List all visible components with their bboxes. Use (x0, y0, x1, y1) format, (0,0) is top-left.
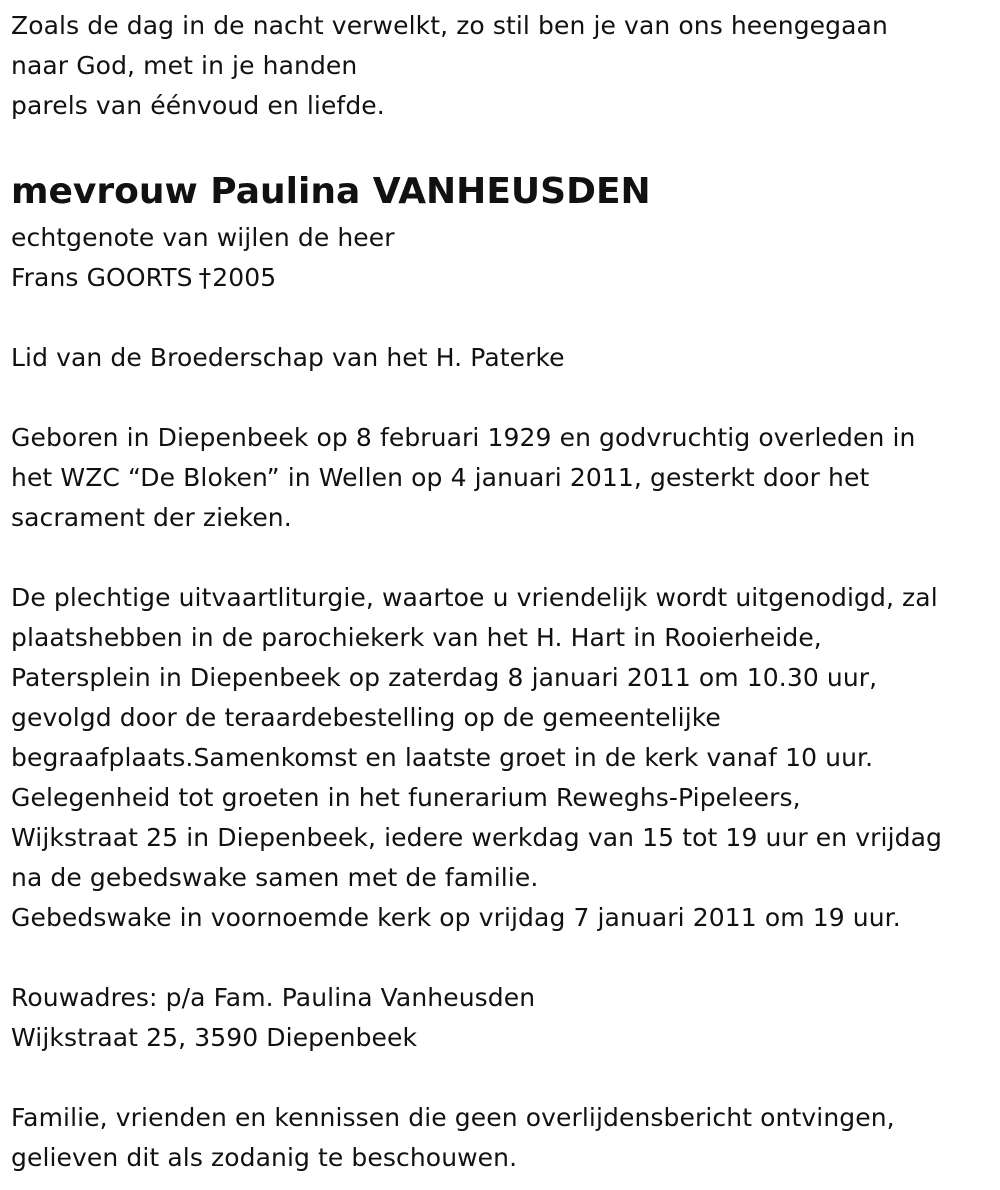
paragraph-line: sacrament der zieken. (11, 503, 292, 532)
paragraph-line: Familie, vrienden en kennissen die geen overlijdensbericht ontvingen, (11, 1103, 895, 1132)
paragraph-line: plaatshebben in de parochiekerk van het H. Hart in Rooierheide, (11, 623, 822, 652)
funeral-paragraph (11, 578, 996, 938)
spacer (11, 938, 996, 978)
poem-line: Zoals de dag in de nacht verwelkt, zo stil ben je van ons heengegaan (11, 11, 888, 40)
address-line: Rouwadres: p/a Fam. Paulina Vanheusden (11, 983, 536, 1012)
birth-death-paragraph (11, 418, 996, 538)
relation-text: echtgenote van wijlen de heer (11, 223, 395, 252)
closing-paragraph (11, 1098, 996, 1178)
paragraph-line: Patersplein in Diepenbeek op zaterdag 8 januari 2011 om 10.30 uur, (11, 663, 878, 692)
paragraph-line: Gebedswake in voornoemde kerk op vrijdag 7 januari 2011 om 19 uur. (11, 903, 901, 932)
paragraph-line: begraafplaats.Samenkomst en laatste groet in de kerk vanaf 10 uur. (11, 743, 874, 772)
poem (11, 6, 996, 126)
paragraph-line: gevolgd door de teraardebestelling op de gemeentelijke (11, 703, 721, 732)
address-line: Wijkstraat 25, 3590 Diepenbeek (11, 1023, 418, 1052)
poem-line: naar God, met in je handen (11, 51, 358, 80)
spacer (11, 378, 996, 418)
paragraph-line: Geboren in Diepenbeek op 8 februari 1929 en godvruchtig overleden in (11, 423, 916, 452)
spacer (11, 1058, 996, 1098)
spacer (11, 538, 996, 578)
poem-line: parels van éénvoud en liefde. (11, 91, 385, 120)
mourning-address (11, 978, 996, 1058)
cross-icon: † (198, 263, 212, 292)
paragraph-line: het WZC “De Bloken” in Wellen op 4 januari 2011, gesterkt door het (11, 463, 870, 492)
spouse-death-year: 2005 (212, 263, 277, 292)
paragraph-line: gelieven dit als zodanig te beschouwen. (11, 1143, 518, 1172)
paragraph-line: Wijkstraat 25 in Diepenbeek, iedere werkdag van 15 tot 19 uur en vrijdag (11, 823, 943, 852)
paragraph-line: Gelegenheid tot groeten in het funerarium Reweghs-Pipeleers, (11, 783, 801, 812)
deceased-name: mevrouw Paulina VANHEUSDEN (11, 171, 651, 212)
spouse-line (11, 258, 996, 298)
membership-text: Lid van de Broederschap van het H. Paterke (11, 343, 565, 372)
spouse-name: Frans GOORTS (11, 263, 193, 292)
paragraph-line: na de gebedswake samen met de familie. (11, 863, 539, 892)
paragraph-line: De plechtige uitvaartliturgie, waartoe u vriendelijk wordt uitgenodigd, zal (11, 583, 938, 612)
spacer (11, 298, 996, 338)
obituary-notice (11, 6, 996, 1178)
